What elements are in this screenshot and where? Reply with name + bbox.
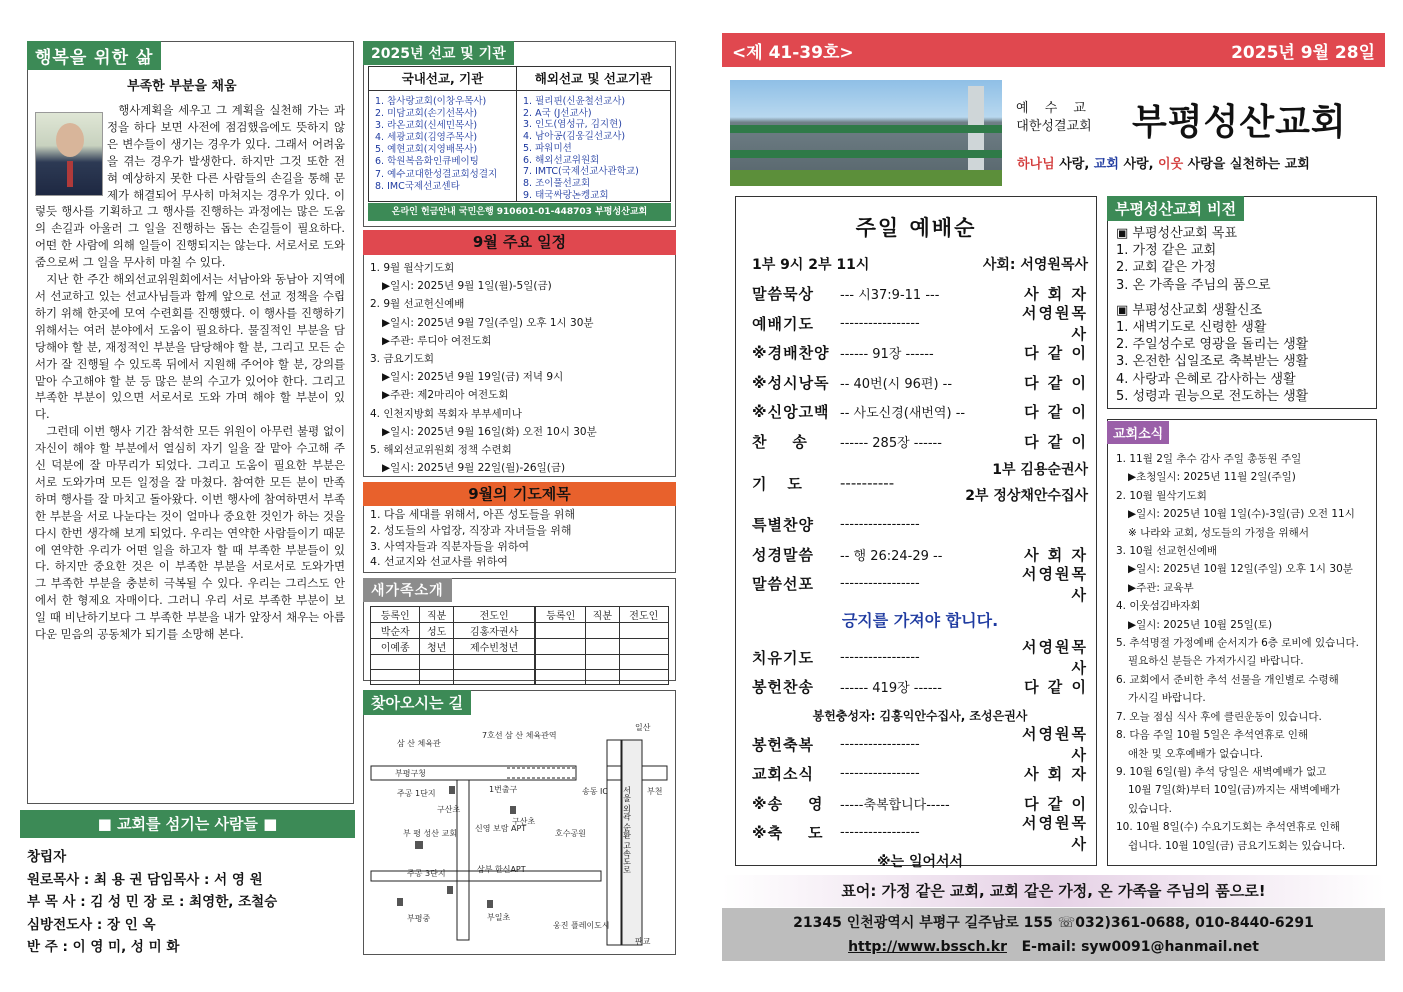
newfamily-cell: 박순자 (371, 623, 420, 639)
newfamily-cell (420, 670, 453, 685)
schedule-line: 4. 인천지방회 목회자 부부세미나 (370, 407, 522, 420)
newfamily-cell (586, 655, 619, 670)
newfamily-cell (453, 670, 535, 685)
worship-host: 사회: 서영원목사 (982, 257, 1088, 273)
servers-row: 부 목 사 : 김 성 민 장 로 : 최영한, 조철승 (27, 894, 278, 910)
news-line: 쉽니다. 10월 10일(금) 금요기도회는 있습니다. (1128, 839, 1346, 852)
mission-domestic-item: 8. IMC국제선교센타 (375, 180, 460, 192)
worship-row-dashes: -- 사도신경(새번역) -- (840, 406, 966, 422)
worship-row-leader: 서영원목사 (1022, 813, 1088, 853)
church-marker (415, 841, 423, 849)
news-line: 10. 10월 8일(수) 수요기도회는 추석연휴로 인해 (1116, 821, 1340, 834)
vision-life-item: 4. 사랑과 은혜로 감사하는 생활 (1116, 371, 1296, 387)
mission-abroad-item: 4. 남아공(김웅길선교사) (523, 131, 626, 143)
motto-part: 하나님 (1017, 157, 1055, 172)
worship-row-leader: 사 회 자 (1024, 545, 1088, 564)
denomination-line: 대한성결교회 (1016, 119, 1092, 134)
mission-domestic-item: 1. 참사랑교회(이창우목사) (375, 96, 487, 107)
denomination (1016, 100, 1092, 136)
news-line: 9. 10월 6일(월) 추석 당일은 새벽예배가 없고 (1116, 765, 1327, 778)
newfamily-title: 새가족소개 (363, 578, 452, 602)
mission-title: 2025년 선교 및 기관 (363, 41, 514, 65)
news-line: 있습니다. (1128, 802, 1172, 815)
worship-row-dashes: ----------------- (840, 576, 920, 592)
worship-row-leader: 사 회 자 (1024, 285, 1088, 304)
news-line: ▶일시: 2025년 10월 25일(토) (1128, 618, 1273, 631)
mission-domestic-item: 4. 세광교회(김영주목사) (375, 132, 478, 144)
map-label: 호수공원 (555, 829, 586, 838)
newfamily-table (370, 606, 669, 685)
newfamily-cell (619, 655, 668, 670)
worship-row-label: 특별찬양 (752, 516, 814, 535)
worship-row-dashes: --- 시37:9-11 --- (840, 288, 940, 304)
worship-row-label: 찬 송 (752, 432, 808, 451)
mission-abroad-item: 8. 조이풀선교회 (523, 177, 591, 189)
schedule-line: ▶일시: 2025년 9월 7일(주일) 오후 1시 30분 (382, 316, 594, 329)
map-label: 부천 (647, 787, 663, 796)
map-highway-label: 서울 외곽 순환 고속도로 (622, 786, 632, 874)
newfamily-cell (371, 670, 420, 685)
motto-part: 사랑을 실천하는 교회 (1183, 157, 1310, 172)
map-label: 부평중 (407, 914, 431, 923)
newfamily-cell (535, 670, 585, 685)
mission-abroad-item: 5. 파워미션 (523, 142, 572, 154)
schedule-list (370, 259, 670, 477)
directions-map (367, 716, 672, 952)
worship-row (752, 638, 1088, 678)
vision-goal-item: 2. 교회 같은 가정 (1116, 260, 1217, 276)
worship-row-dashes: -----축복합니다----- (840, 797, 950, 813)
worship-row-label: ※송 영 (752, 794, 824, 813)
newfamily-row (371, 639, 669, 655)
newfamily-cell: 김홍자권사 (453, 623, 535, 639)
worship-row-dashes: ------ 419장 ------ (840, 681, 942, 697)
worship-row-leader: 서영원목사 (1022, 304, 1088, 344)
worship-row-dashes: -- 행 26:24-29 -- (840, 548, 943, 564)
vision-life-heading: ▣ 부평성산교회 생활신조 (1116, 302, 1263, 318)
worship-row (752, 759, 1088, 789)
vision-life-item: 5. 성령과 권능으로 전도하는 생활 (1116, 388, 1309, 404)
news-line: 3. 10월 선교헌신예배 (1116, 545, 1218, 558)
map-label: 구산초 (437, 805, 461, 814)
worship-row (752, 427, 1088, 457)
prayer-item: 3. 사역자들과 직분자들을 위하여 (370, 539, 530, 553)
news-line: 애찬 및 오후예배가 없습니다. (1128, 747, 1264, 760)
mission-abroad-item: 6. 해외선교위원회 (523, 154, 600, 166)
mission-abroad-item: 1. 필리핀(신윤철선교사) (523, 96, 626, 107)
map-label: 주공 3단지 (407, 869, 446, 878)
servers-row: 원로목사 : 최 용 권 담임목사 : 서 영 원 (27, 871, 263, 888)
issue-bar (722, 33, 1385, 67)
worship-prayer-1: 1부 김용순권사 (992, 462, 1088, 478)
newfamily-cell: 이예종 (371, 639, 420, 655)
worship-row-prayer (752, 456, 1088, 510)
newfamily-header-cell: 등록인 (371, 607, 420, 623)
newfamily-cell (535, 655, 585, 670)
worship-row-dashes: ---------- (840, 474, 895, 492)
news-line: 4. 이웃섬김바자회 (1116, 600, 1201, 613)
worship-row (752, 672, 1088, 702)
worship-row-dashes: ----------------- (840, 766, 920, 782)
newfamily-cell: 성도 (420, 623, 453, 639)
newfamily-row (371, 670, 669, 685)
news-line: ※ 나라와 교회, 성도들의 가정을 위해서 (1128, 526, 1309, 539)
worship-row-leader: 다 같 이 (1024, 678, 1088, 697)
map-label: 부평구청 (395, 769, 426, 778)
founder-label: 창립자 (27, 849, 67, 865)
news-line: 1. 11월 2일 추수 감사 주일 총동원 주일 (1116, 453, 1302, 465)
footer-bar (722, 908, 1385, 961)
issue-number: <제 41-39호> (732, 42, 854, 63)
worship-row-leader: 사 회 자 (1024, 765, 1088, 784)
standing-note: ※는 일어서서 (876, 853, 964, 870)
worship-row-dashes: ----------------- (840, 736, 920, 752)
worship-row (752, 813, 1088, 853)
newfamily-header-cell: 직분 (420, 607, 453, 623)
mission-abroad-item: 2. A국 (J선교사) (523, 107, 592, 119)
worship-row-label: 기 도 (752, 474, 802, 493)
mission-domestic-item: 7. 예수교대한성결교회성결지 (375, 168, 498, 180)
motto-part: 사랑, (1054, 157, 1094, 172)
issue-date: 2025년 9월 28일 (1231, 42, 1375, 63)
slogan-bar: 표어: 가정 같은 교회, 교회 같은 가정, 온 가족을 주님의 품으로! (722, 875, 1385, 907)
map-label: 신영 보람 APT (475, 824, 527, 833)
mission-domestic-item: 3. 라온교회(신세민목사) (375, 120, 478, 132)
worship-row-dashes: ------ 91장 ------ (840, 347, 934, 363)
news-line: 5. 추석명절 가정예배 순서지가 6층 로비에 있습니다. (1116, 637, 1359, 650)
essay-paragraph: 그런데 이번 행사 기간 참석한 모든 위원이 아무런 불평 없이 자신이 해야 할 부분에서 열심히 자기 일을 잘 맡아 수고해 주신 덕분에 잘 마무리가 되었다. 그리고 도움이 필요한 부분은 서로 도와가며 모든 일정을 잘 마쳤다. 참여한 모든 분이 만족하며 행사를 잘 마치고 돌아왔다. 이번 행사에 참여하면서 부족한 부분을 서로 나눈다는 것이 얼마나 중요한 것인가 하는 것을 다시 한번 생각해 보게 되었다. 우리는 연약한 사람들이기 때문에 연약한 우리가 어떤 일을 하고자 할 때 부족한 부분들이 있다. 하지만 중요한 것은 이 부족한 부분을 서로서로 도와가면 그 부족한 부분을 충분히 극복될 수 있다. 우리는 그리스도 안에서 한 형제요 자매이다. 그러니 우리 서로 부족한 부분이 보일 때 비난하기보다 그 부족한 부분을 내가 앞장서 채우는 아름다운 믿음의 공동체가 되기를 소망해 본다. (35, 424, 345, 642)
essay-subtitle: 부족한 부분을 채움 (127, 79, 237, 94)
news-line: ▶일시: 2025년 10월 1일(수)-3일(금) 오전 11시 (1128, 508, 1355, 521)
map-label: 주공 1단지 (397, 789, 436, 798)
vision-title: 부평성산교회 비전 (1107, 196, 1244, 221)
worship-row-leader: 서영원목사 (1022, 564, 1088, 604)
map-building (510, 806, 516, 814)
schedule-line: ▶일시: 2025년 9월 19일(금) 저녁 9시 (382, 371, 564, 384)
schedule-title: 9월 주요 일정 (363, 230, 676, 255)
newfamily-row (371, 623, 669, 639)
worship-row-leader: 다 같 이 (1024, 432, 1088, 451)
schedule-line: 5. 해외선교위원회 정책 수련회 (370, 444, 512, 457)
news-title: 교회소식 (1107, 421, 1169, 444)
newfamily-row (371, 655, 669, 670)
map-label: 구산초 (512, 817, 536, 826)
essay-paragraph: 지난 한 주간 해외선교위원회에서는 서남아와 동남아 지역에서 선교하고 있는 선교사님들과 함께 앞으로 선교 정책을 수립하기 위해 한곳에 모여 수련회를 진행했다. 이 행사를 진행하기 위해서는 여러 분야에서 도움이 필요하다. 물질적인 부분을 담당해야 할 분, 재정적인 부분을 담당해야 할 분, 그리고 모든 순서가 잘 진행될 수 있도록 뒤에서 지원해 주어야 할 분, 강의를 맡아 수고해야 할 분 등 많은 분의 수고가 있어야 한다. 그리고 부족한 부분이 있으면 서로서로 도와 가며 해야 할 부분이 있다. (35, 272, 345, 422)
servers-row: 심방전도사 : 장 인 옥 (27, 916, 156, 933)
worship-row-label: 예배기도 (752, 314, 814, 333)
map-building (447, 886, 453, 894)
newfamily-cell (420, 655, 453, 670)
map-label: 부 평 성산 교회 (403, 829, 457, 838)
map-road (457, 780, 469, 940)
news-line: 10월 7일(화)부터 10일(금)까지는 새벽예배가 (1128, 784, 1340, 797)
offering-account: 온라인 헌금안내 국민은행 910601-01-448703 부평성산교회 (368, 203, 671, 221)
church-motto (1017, 153, 1310, 172)
newfamily-cell (453, 655, 535, 670)
mission-domestic-item: 5. 예현교회(지영배목사) (375, 144, 478, 156)
newfamily-header-cell: 전도인 (453, 607, 535, 623)
vision-goal-heading: ▣ 부평성산교회 목표 (1116, 226, 1238, 241)
vision-goal-item: 1. 가정 같은 교회 (1116, 243, 1217, 259)
worship-row-label: 성경말씀 (752, 545, 814, 564)
worship-row-dashes: ----------------- (840, 517, 920, 533)
news-line: 8. 다음 주일 10월 5일은 추석연휴로 인해 (1116, 729, 1309, 742)
worship-row-dashes: ----------------- (840, 825, 920, 841)
newfamily-cell (619, 623, 668, 639)
mission-abroad-item: 3. 인도(염성규, 김지현) (523, 119, 622, 131)
worship-row-leader: 서영원목사 (1022, 725, 1088, 765)
worship-row-label: 치유기도 (752, 648, 814, 667)
mission-abroad-item: 9. 태국싸랑논켕교회 (523, 189, 609, 201)
worship-row (752, 397, 1088, 427)
mission-domestic-list (369, 91, 516, 198)
map-label: 부일초 (487, 913, 511, 922)
newfamily-cell (535, 623, 585, 639)
worship-row-label: ※성시낭독 (752, 373, 830, 392)
news-line: 7. 오늘 점심 식사 후에 클린운동이 있습니다. (1116, 710, 1322, 723)
schedule-line: 3. 금요기도회 (370, 353, 435, 366)
motto-part: 사랑, (1118, 157, 1159, 172)
worship-time: 1부 9시 2부 11시 (752, 257, 870, 273)
schedule-line: 2. 9월 선교헌신예배 (370, 298, 465, 311)
worship-row (752, 510, 1088, 540)
worship-row (752, 338, 1088, 368)
essay-paragraph: 행사계획을 세우고 그 계획을 실천해 가는 과정을 하다 보면 사전에 점검했음에도 뜻하지 않은 변수들이 생기는 경우가 있다. 그래서 어려움을 겪는 경우가 발생한다. 하지만 그것 또한 전혀 예상하지 못한 다른 사람들의 손길을 통해 문제가 해결되어 무사히 마쳐지는 경우가 있다. 이렇듯 행사를 기획하고 그 행사를 진행하는 과정에는 많은 도움의 손길과 아울러 그 일을 진행하는 돕는 손길들이 필요하다. 어떤 한 사람에 의해 일들이 진행되지는 않는다. 서로서로 도와줌으로써 그 일을 무사히 마칠 수 있다. (35, 103, 345, 270)
news-line: 6. 교회에서 준비한 추석 선물을 개인별로 수령해 (1116, 673, 1339, 686)
worship-row-leader: 다 같 이 (1024, 344, 1088, 363)
worship-row (752, 564, 1088, 604)
worship-row-dashes: -- 40번(시 96편) -- (840, 376, 953, 392)
worship-row-leader: 다 같 이 (1024, 373, 1088, 392)
news-line: ▶초청일시: 2025년 11월 2일(주일) (1128, 471, 1296, 484)
worship-row-label: ※경배찬양 (752, 344, 830, 363)
news-line: 2. 10월 월삭기도회 (1116, 489, 1207, 502)
news-list (1116, 450, 1374, 855)
essay-body (35, 102, 345, 643)
mission-abroad-header: 해외선교 및 선교기관 (517, 67, 670, 91)
worship-row-label: 말씀묵상 (752, 285, 814, 304)
footer-address: 21345 인천광역시 부평구 길주남로 155 ☏032)361-0688, 010-8440-6291 (793, 915, 1314, 931)
mission-domestic-item: 6. 학원복음화인큐베이팅 (375, 156, 479, 168)
worship-title: 주일 예배순 (855, 216, 977, 240)
schedule-line: ▶일시: 2025년 9월 22일(월)-26일(금) (382, 462, 566, 475)
vision-goal-item: 3. 온 가족을 주님의 품으로 (1116, 277, 1271, 293)
schedule-line: ▶주관: 제2마리아 여전도회 (382, 389, 509, 402)
map-label: 판교 (635, 937, 651, 946)
news-line: 가시길 바랍니다. (1128, 692, 1206, 705)
worship-row-leader: 다 같 이 (1024, 794, 1088, 813)
vision-life-item: 2. 주일성수로 영광을 돌리는 생활 (1116, 337, 1309, 353)
newfamily-cell (535, 639, 585, 655)
prayer-list (370, 507, 670, 570)
denomination-line: 예 수 교 (1016, 101, 1092, 116)
news-line: ▶주관: 교육부 (1128, 581, 1194, 594)
map-building (487, 900, 493, 908)
worship-order (752, 279, 1088, 876)
schedule-line: ▶일시: 2025년 9월 16일(화) 오전 10시 30분 (382, 425, 597, 438)
map-building (449, 786, 455, 794)
newfamily-header-cell: 등록인 (535, 607, 585, 623)
newfamily-header-cell: 전도인 (619, 607, 668, 623)
prayer-item: 4. 선교지와 선교사를 위하여 (370, 555, 508, 569)
motto-part: 이웃 (1158, 157, 1184, 172)
mission-domestic-header: 국내선교, 기관 (369, 67, 516, 91)
offering-servers: 봉헌충성자: 김홍익안수집사, 조성은권사 (812, 708, 1028, 723)
map-road (607, 740, 621, 945)
servers-title: ■ 교회를 섬기는 사람들 ■ (20, 810, 355, 838)
map-label: 1번출구 (489, 785, 518, 794)
footer-email: E-mail: syw0091@hanmail.net (1021, 939, 1259, 955)
newfamily-cell (586, 623, 619, 639)
newfamily-cell (586, 639, 619, 655)
worship-row-leader: 서영원목사 (1022, 638, 1088, 678)
map-label: 삼부 한신APT (477, 865, 526, 874)
newfamily-cell: 제수빈청년 (453, 639, 535, 655)
prayer-item: 2. 성도들의 사업장, 직장과 자녀들을 위해 (370, 523, 572, 537)
worship-row (752, 725, 1088, 765)
servers-list (27, 846, 277, 959)
worship-time-row (752, 254, 1088, 274)
worship-row (752, 304, 1088, 344)
essay-title: 행복을 위한 삶 (27, 41, 161, 70)
schedule-line: 1. 9월 월삭기도회 (370, 262, 455, 274)
newfamily-cell (586, 670, 619, 685)
worship-row (752, 368, 1088, 398)
motto-part: 교회 (1093, 157, 1119, 172)
worship-row-label: 교회소식 (752, 765, 814, 784)
worship-prayer-2: 2부 정상채안수집사 (965, 488, 1088, 504)
church-photo (730, 80, 1002, 186)
worship-row-label: 말씀선포 (752, 575, 814, 594)
schedule-line: ▶주관: 루디아 여전도회 (382, 334, 492, 347)
newfamily-cell (619, 670, 668, 685)
worship-row-label: ※신앙고백 (752, 403, 830, 422)
map-label: 송동 IC (582, 787, 608, 796)
mission-domestic-item: 2. 미담교회(손기선목사) (375, 108, 478, 120)
newfamily-header-cell: 직분 (586, 607, 619, 623)
worship-row-dashes: ------ 285장 ------ (840, 435, 942, 451)
mission-tables (368, 66, 671, 202)
prayer-title: 9월의 기도제목 (363, 482, 676, 506)
worship-row-dashes: ----------------- (840, 315, 920, 331)
worship-row-leader: 다 같 이 (1024, 403, 1088, 422)
vision-body (1116, 225, 1371, 405)
schedule-line: ▶일시: 2025년 9월 1일(월)-5일(금) (382, 280, 552, 293)
vision-life-item: 3. 온전한 십일조로 축복받는 생활 (1116, 354, 1309, 370)
sermon-title: 긍지를 가져야 합니다. (841, 610, 999, 630)
mission-abroad-list (517, 91, 670, 206)
newfamily-cell (371, 655, 420, 670)
worship-row-label: 봉헌축복 (752, 735, 814, 754)
prayer-item: 1. 다음 세대를 위해서, 아픈 성도들을 위해 (370, 508, 575, 521)
map-building (397, 898, 403, 906)
worship-row-dashes: ----------------- (840, 649, 920, 665)
map-label: 삼 산 체육관 (397, 739, 441, 748)
mission-abroad-item: 7. IMTC(국제선교사관학교) (523, 166, 639, 178)
news-line: 필요하신 분들은 가져가시길 바랍니다. (1128, 655, 1304, 668)
map-label: 웅진 플레이도시 (553, 921, 610, 930)
newfamily-cell: 청년 (420, 639, 453, 655)
vision-life-item: 1. 새벽기도로 신령한 생활 (1116, 320, 1267, 336)
newfamily-cell (619, 639, 668, 655)
worship-row-label: ※축 도 (752, 824, 824, 843)
map-label: 7호선 삼 산 체육관역 (482, 731, 557, 740)
news-line: ▶일시: 2025년 10월 12일(주일) 오후 1시 30분 (1128, 563, 1353, 576)
website-link[interactable]: http://www.bssch.kr (848, 939, 1007, 955)
map-label: 일산 (635, 723, 651, 732)
map-title: 찾아오시는 길 (363, 690, 471, 715)
servers-row: 반 주 : 이 영 미, 성 미 화 (27, 939, 180, 955)
worship-row-label: 봉헌찬송 (752, 678, 814, 697)
church-name: 부평성산교회 (1132, 102, 1347, 143)
